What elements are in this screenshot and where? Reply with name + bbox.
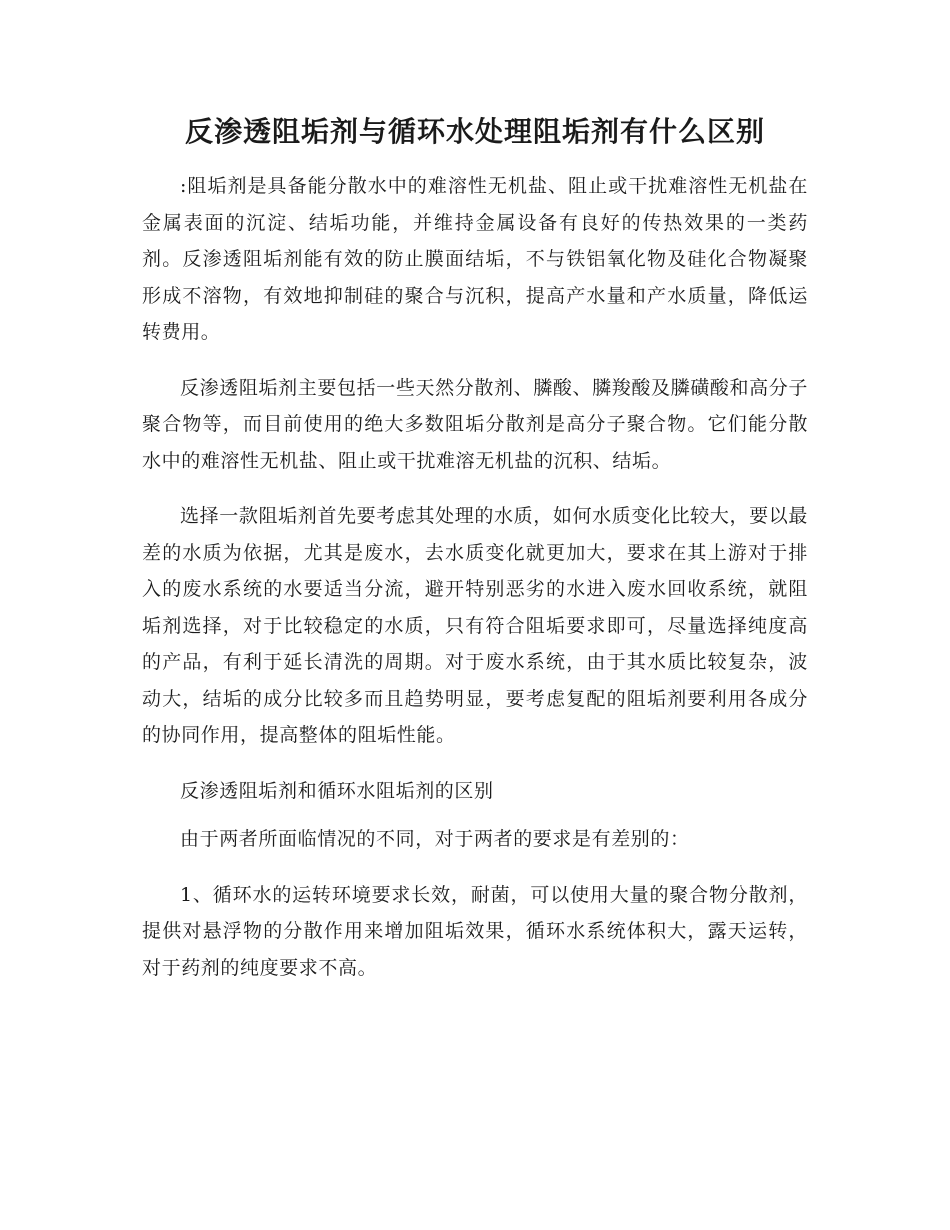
paragraph-definition: :阻垢剂是具备能分散水中的难溶性无机盐、阻止或干扰难溶性无机盐在金属表面的沉淀、结垢功能，并维持金属设备有良好的传热效果的一类药剂。反渗透阻垢剂能有效的防止膜面结垢，不与铁铝氧化物及硅化合物凝聚形成不溶物，有效地抑制硅的聚合与沉积，提高产水量和产水质量，降低运转费用。 [142, 175, 808, 343]
paragraph-selection: 选择一款阻垢剂首先要考虑其处理的水质，如何水质变化比较大，要以最差的水质为依据，尤其是废水，去水质变化就更加大，要求在其上游对于排入的废水系统的水要适当分流，避开特别恶劣的水进入废水回收系统，就阻垢剂选择，对于比较稳定的水质，只有符合阻垢要求即可，尽量选择纯度高的产品，有利于延长清洗的周期。对于废水系统，由于其水质比较复杂，波动大，结垢的成分比较多而且趋势明显，要考虑复配的阻垢剂要利用各成分的协同作用，提高整体的阻垢性能。 [142, 505, 808, 746]
paragraph-circulating-water: 1、循环水的运转环境要求长效，耐菌，可以使用大量的聚合物分散剂，提供对悬浮物的分散作用来增加阻垢效果，循环水系统体积大，露天运转，对于药剂的纯度要求不高。 [142, 883, 808, 979]
paragraph-composition: 反渗透阻垢剂主要包括一些天然分散剂、膦酸、膦羧酸及膦磺酸和高分子聚合物等，而目前使用的绝大多数阻垢分散剂是高分子聚合物。它们能分散水中的难溶性无机盐、阻止或干扰难溶无机盐的沉积、结垢。 [142, 376, 808, 472]
document-title: 反渗透阻垢剂与循环水处理阻垢剂有什么区别 [184, 115, 765, 148]
paragraph-difference-intro: 由于两者所面临情况的不同，对于两者的要求是有差别的： [180, 828, 690, 850]
paragraph-subheading: 反渗透阻垢剂和循环水阻垢剂的区别 [180, 779, 494, 802]
